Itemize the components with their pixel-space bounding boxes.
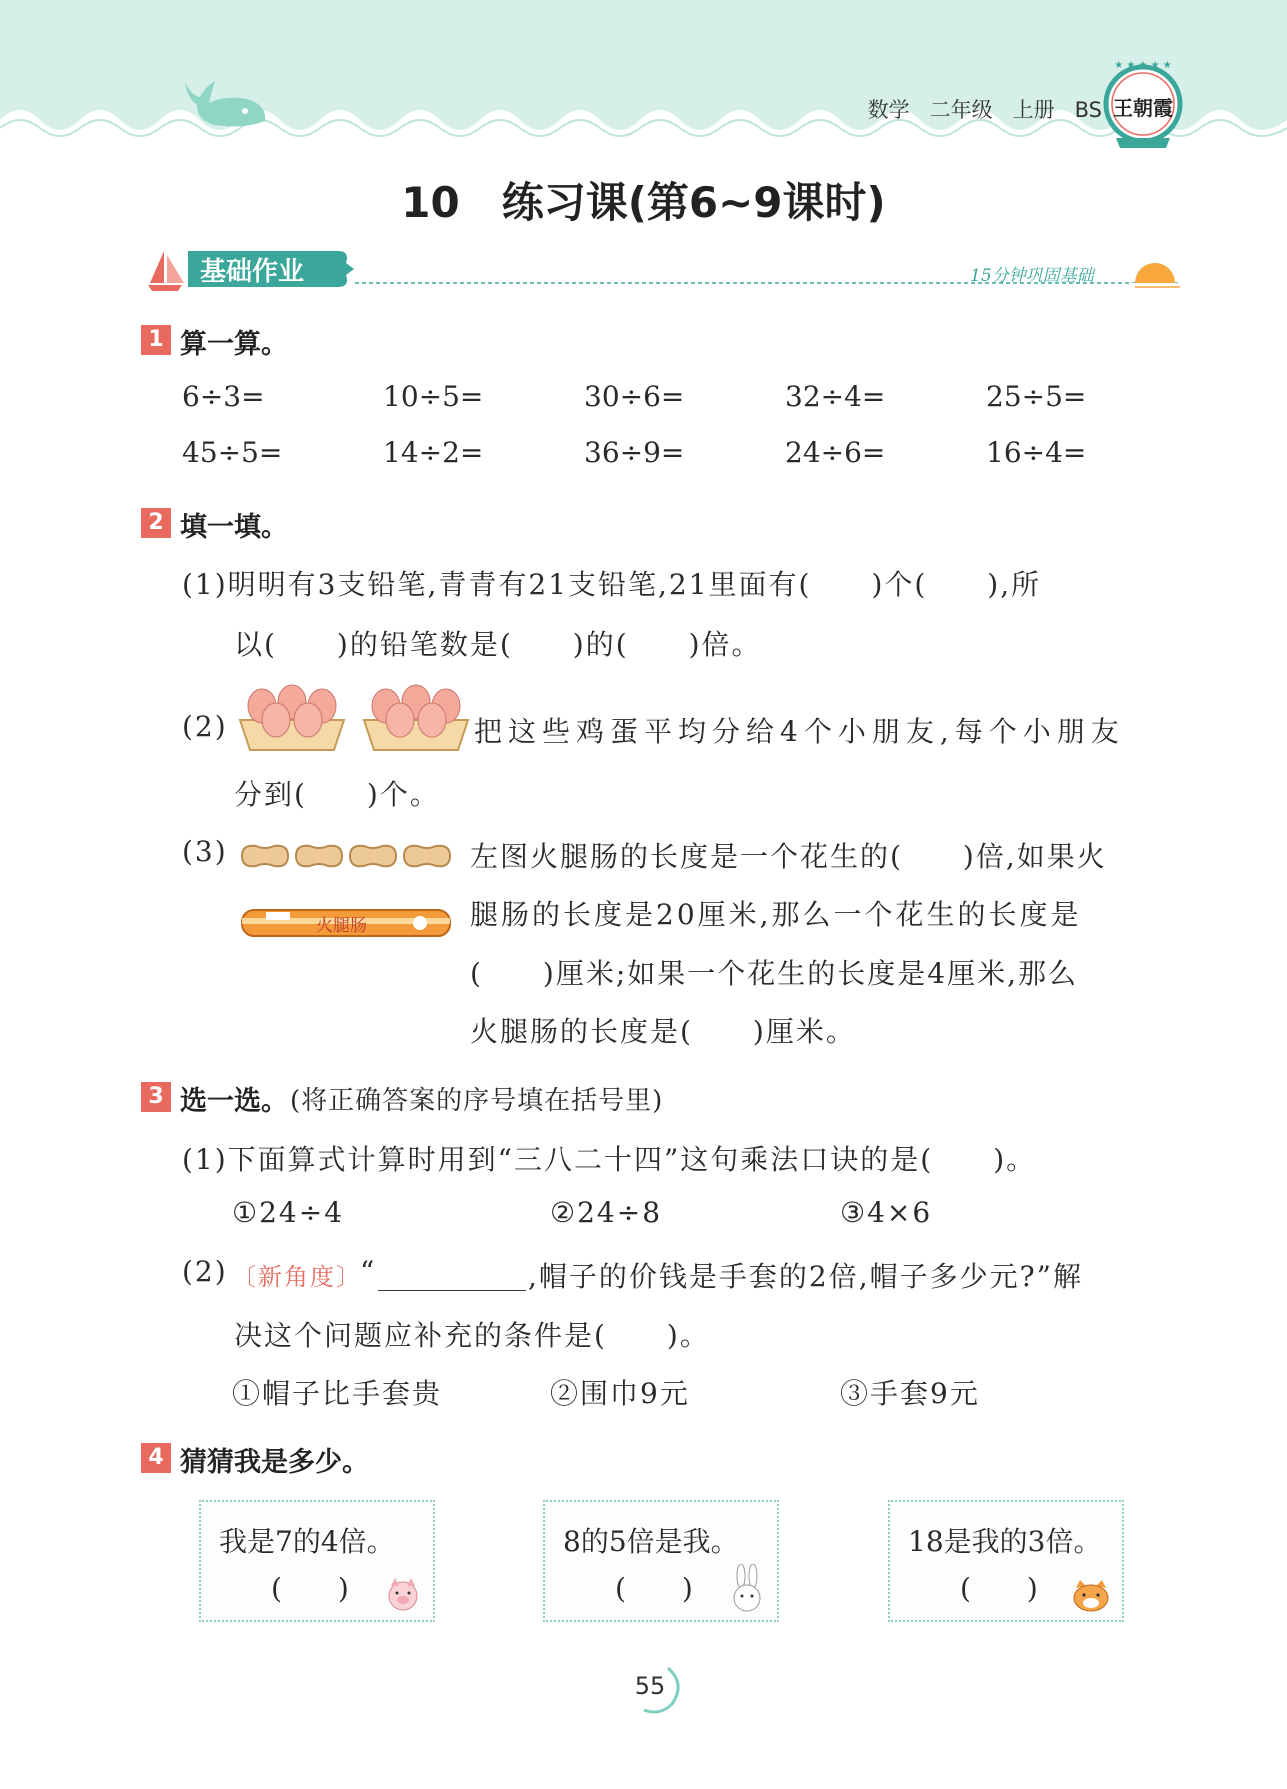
- guess-card-text: 18是我的3倍。: [908, 1525, 1102, 1558]
- q1-number: 1: [141, 325, 171, 355]
- q4-title: 猜猜我是多少。: [180, 1447, 369, 1478]
- q4-number: 4: [141, 1443, 171, 1473]
- q3-part2-option: ②围巾9元: [550, 1377, 690, 1410]
- logo-text: 王朝霞: [1113, 96, 1173, 120]
- q1-title: 算一算。: [180, 329, 288, 360]
- q2-part3-line4: 火腿肠的长度是( )厘米。: [470, 1015, 856, 1048]
- q3-part2-line1: ,帽子的价钱是手套的2倍,帽子多少元?”解: [528, 1260, 1083, 1293]
- guess-card: [199, 1500, 435, 1622]
- q2-part1-line1: (1)明明有3支铅笔,青青有21支铅笔,21里面有( )个( ),所: [182, 568, 1042, 601]
- calc-item: 10÷5=: [383, 380, 484, 413]
- q2-part1-line2: 以( )的铅笔数是( )的( )倍。: [234, 628, 762, 661]
- q2-part2-prefix: (2): [182, 710, 228, 743]
- guess-card-answer[interactable]: ( ): [615, 1572, 693, 1605]
- q3-part1-option: ①24÷4: [232, 1196, 345, 1229]
- grade: 二年级: [929, 98, 993, 122]
- answer-blank[interactable]: [378, 1290, 526, 1291]
- q2-title: 填一填。: [180, 512, 288, 543]
- section-label: 基础作业: [200, 257, 305, 287]
- header-meta: [848, 94, 1102, 124]
- edition: BS: [1074, 98, 1102, 122]
- section-note: 15分钟巩固基础: [970, 266, 1094, 286]
- q2-part2-line2: 分到( )个。: [234, 778, 440, 811]
- q3-part2-prefix: (2): [182, 1255, 228, 1288]
- svg-text:★ ★ ★ ★ ★: ★ ★ ★ ★ ★: [1114, 60, 1172, 71]
- brand-logo: [1102, 58, 1184, 150]
- sausage-label: 火腿肠: [316, 916, 367, 936]
- new-angle-tag: 〔新角度〕: [232, 1263, 362, 1291]
- q3-part2-option: ③手套9元: [840, 1377, 980, 1410]
- tiger-icon: [1070, 1576, 1112, 1614]
- q2-part3-line1: 左图火腿肠的长度是一个花生的( )倍,如果火: [470, 840, 1107, 873]
- calc-item: 24÷6=: [785, 436, 886, 469]
- calc-item: 45÷5=: [182, 436, 283, 469]
- egg-tray-icon: [236, 680, 348, 752]
- calc-item: 36÷9=: [584, 436, 685, 469]
- q3-title-note: (将正确答案的序号填在括号里): [290, 1086, 664, 1116]
- guess-card-answer[interactable]: ( ): [960, 1572, 1038, 1605]
- calc-item: 6÷3=: [182, 380, 265, 413]
- calc-item: 32÷4=: [785, 380, 886, 413]
- q2-part3-line3: ( )厘米;如果一个花生的长度是4厘米,那么: [470, 957, 1078, 990]
- q2-part2-line1: 把这些鸡蛋平均分给4个小朋友,每个小朋友: [474, 715, 1125, 748]
- q3-part1: (1)下面算式计算时用到“三八二十四”这句乘法口诀的是( )。: [182, 1143, 1037, 1176]
- volume: 上册: [1012, 98, 1055, 122]
- guess-card: [888, 1500, 1124, 1622]
- rabbit-icon: [727, 1564, 767, 1614]
- q3-part2-line2: 决这个问题应补充的条件是( )。: [234, 1319, 710, 1352]
- calc-item: 14÷2=: [383, 436, 484, 469]
- guess-card: [543, 1500, 779, 1622]
- calc-item: 25÷5=: [986, 380, 1087, 413]
- q2-number: 2: [141, 508, 171, 538]
- whale-icon: [175, 75, 275, 130]
- q2-part3-prefix: (3): [182, 835, 228, 868]
- page-number: 55: [634, 1672, 666, 1700]
- q2-part3-line2: 腿肠的长度是20厘米,那么一个花生的长度是: [470, 898, 1082, 931]
- calc-item: 16÷4=: [986, 436, 1087, 469]
- q3-part2-option: ①帽子比手套贵: [232, 1377, 443, 1410]
- q3-part1-option: ③4×6: [840, 1196, 933, 1229]
- pig-icon: [383, 1574, 423, 1614]
- guess-card-text: 8的5倍是我。: [563, 1525, 739, 1558]
- q3-number: 3: [141, 1082, 171, 1112]
- q3-part1-option: ②24÷8: [550, 1196, 663, 1229]
- calc-item: 30÷6=: [584, 380, 685, 413]
- guess-card-answer[interactable]: ( ): [271, 1572, 349, 1605]
- page-title: 10 练习课(第6~9课时): [401, 178, 886, 227]
- subject: 数学: [867, 98, 910, 122]
- peanut-row-icon: [238, 838, 454, 874]
- egg-tray-icon: [360, 680, 472, 752]
- q3-title: 选一选。: [180, 1086, 288, 1117]
- q3-part2-quote-open: “: [360, 1255, 377, 1288]
- guess-card-text: 我是7的4倍。: [219, 1525, 395, 1558]
